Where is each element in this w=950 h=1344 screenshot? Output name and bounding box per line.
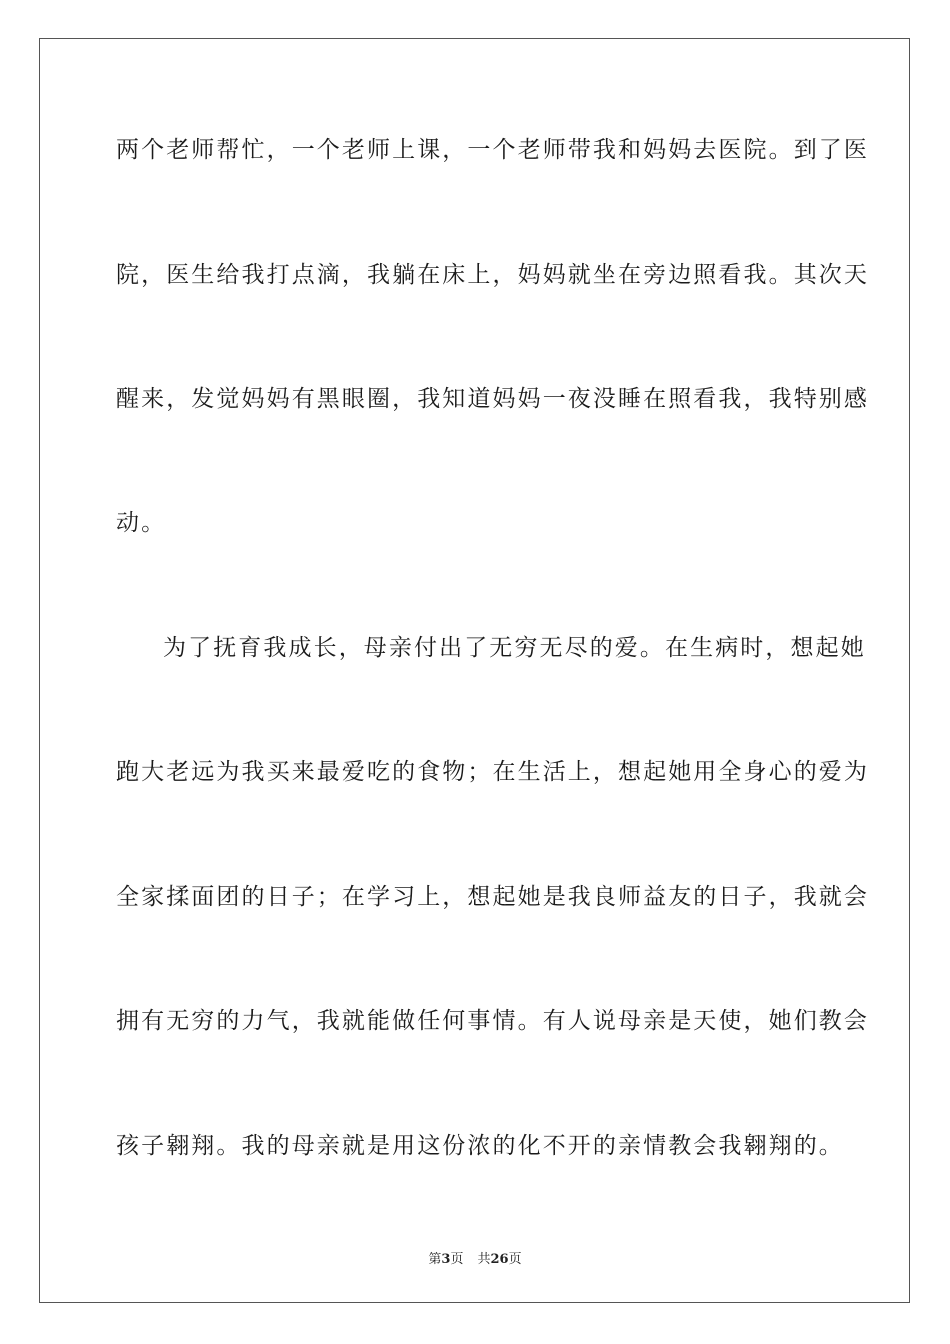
- paragraph-line-5: 为了抚育我成长，母亲付出了无穷无尽的爱。在生病时，想起她: [163, 635, 866, 661]
- paragraph-line-6: 跑大老远为我买来最爱吃的食物；在生活上，想起她用全身心的爱为: [116, 759, 869, 785]
- paragraph-line-8: 拥有无穷的力气，我就能做任何事情。有人说母亲是天使，她们教会: [116, 1008, 869, 1034]
- paragraph-line-2: 院，医生给我打点滴，我躺在床上，妈妈就坐在旁边照看我。其次天: [116, 262, 869, 288]
- page-prefix: 第: [428, 1252, 442, 1267]
- total-pages: 26: [490, 1252, 509, 1267]
- paragraph-line-3: 醒来，发觉妈妈有黑眼圈，我知道妈妈一夜没睡在照看我，我特别感: [116, 386, 869, 412]
- total-suffix: 页: [508, 1252, 522, 1267]
- page-footer: [0, 1248, 950, 1267]
- page-border: [39, 38, 910, 1303]
- page-number: 3: [441, 1252, 451, 1267]
- paragraph-line-9: 孩子翱翔。我的母亲就是用这份浓的化不开的亲情教会我翱翔的。: [116, 1133, 844, 1159]
- paragraph-line-1: 两个老师帮忙，一个老师上课，一个老师带我和妈妈去医院。到了医: [116, 137, 869, 163]
- total-prefix: 共: [477, 1252, 491, 1267]
- paragraph-line-4: 动。: [116, 510, 167, 536]
- page-suffix: 页: [450, 1252, 464, 1267]
- paragraph-line-7: 全家揉面团的日子；在学习上，想起她是我良师益友的日子，我就会: [116, 884, 869, 910]
